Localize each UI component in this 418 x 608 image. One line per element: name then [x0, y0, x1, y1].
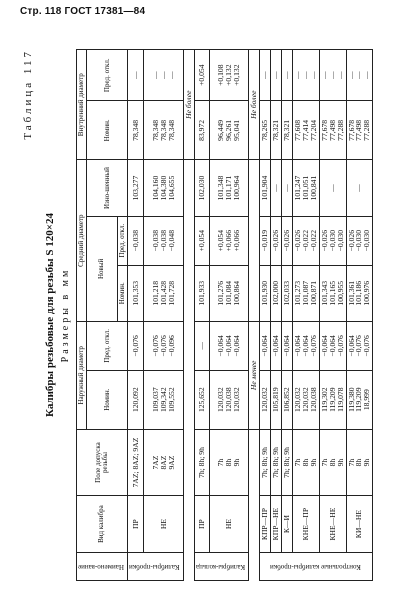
- cell-mid-dev: −0,026 −0,030 −0,030: [319, 216, 346, 265]
- table-row: [194, 50, 210, 581]
- note-row: [183, 50, 194, 581]
- gauge-table: [76, 49, 373, 581]
- cell-outer-nom: 106,852: [281, 370, 292, 429]
- cell-worn: 101,904: [259, 160, 270, 216]
- col-outer-nom: Номин.: [87, 370, 128, 429]
- cell-worn: —: [270, 160, 281, 216]
- cell-outer-dev: −0,064: [259, 321, 270, 370]
- cell-mid-nom: 101,273 101,087 100,871: [292, 265, 319, 321]
- cell-outer-dev: −0,064: [281, 321, 292, 370]
- cell-in-dev: — — —: [319, 50, 346, 101]
- cell-in-dev: — — —: [292, 50, 319, 101]
- col-inner-dev: Пред. откл.: [87, 50, 128, 101]
- cell-outer-nom: 120,032 120,038 120,032: [210, 370, 248, 429]
- cell-outer-dev: −0,064 −0,076 −0,076: [346, 321, 373, 370]
- cell-in-nom: 78,321: [281, 101, 292, 160]
- cell-worn: 102,030: [194, 160, 210, 216]
- cell-in-nom: 78,321: [270, 101, 281, 160]
- table-label: Таблица 117: [22, 49, 34, 140]
- cell-mid-nom: 102,000: [270, 265, 281, 321]
- cell-outer-nom: 119,302 119,209 119,078: [319, 370, 346, 429]
- cell-type: КПР—ПР: [259, 496, 270, 552]
- cell-type: ПР: [128, 496, 144, 552]
- col-name: Наимено-вание: [77, 552, 128, 580]
- cell-worn: —: [346, 160, 373, 216]
- cell-in-nom: 78,348 78,348 78,348: [144, 101, 183, 160]
- cell-outer-nom: 119,380 119,209 18,999: [346, 370, 373, 429]
- table-row: [259, 50, 270, 581]
- table-row: [210, 50, 248, 581]
- cell-outer-dev: −0,064: [270, 321, 281, 370]
- cell-mid-dev: +0,054: [194, 216, 210, 265]
- cell-outer-dev: −0,076: [128, 321, 144, 370]
- rotated-page: [22, 45, 402, 585]
- group-label-control: Контрольные калибры-пробки: [259, 552, 373, 580]
- cell-field: 7h; 8h; 9h: [281, 429, 292, 496]
- col-middle: Средний диаметр: [77, 160, 87, 322]
- cell-outer-nom: 109,037 109,342 109,552: [144, 370, 183, 429]
- note-row: [248, 50, 259, 581]
- cell-field: 7h; 8h; 9h: [270, 429, 281, 496]
- cell-worn: 101,247 101,051 100,841: [292, 160, 319, 216]
- cell-in-dev: +0,054: [194, 50, 210, 101]
- cell-in-dev: —: [128, 50, 144, 101]
- cell-in-nom: 78,265: [259, 101, 270, 160]
- table-title: Калибры резьбовые для резьбы S 120×24: [44, 212, 56, 418]
- cell-field: 7h 8h 9h: [319, 429, 346, 496]
- cell-field: 7h 8h 9h: [292, 429, 319, 496]
- table-row: [292, 50, 319, 581]
- cell-outer-dev: —: [194, 321, 210, 370]
- col-inner-nom: Номин.: [87, 101, 128, 160]
- cell-mid-dev: −0,026: [281, 216, 292, 265]
- cell-mid-nom: 101,218 101,428 101,728: [144, 265, 183, 321]
- cell-in-dev: —: [281, 50, 292, 101]
- cell-in-nom: 77,608 77,414 77,204: [292, 101, 319, 160]
- cell-mid-dev: −0,026 −0,022 −0,022: [292, 216, 319, 265]
- cell-worn: 103,277: [128, 160, 144, 216]
- cell-in-dev: —: [270, 50, 281, 101]
- cell-outer-dev: −0,064 −0,064 −0,076: [292, 321, 319, 370]
- note-more: Не более: [183, 50, 194, 160]
- cell-worn: 104,160 104,380 104,655: [144, 160, 183, 216]
- cell-in-nom: 77,678 77,498 77,288: [346, 101, 373, 160]
- cell-mid-nom: 101,933: [194, 265, 210, 321]
- cell-worn: —: [319, 160, 346, 216]
- cell-in-dev: +0,108 +0,132 +0,132: [210, 50, 248, 101]
- group-label-plugs: Калибры-пробки: [128, 552, 184, 580]
- cell-in-nom: 83,972: [194, 101, 210, 160]
- col-type: Вид калибра: [77, 496, 128, 552]
- cell-field: 7AZ 8AZ 9AZ: [144, 429, 183, 496]
- cell-mid-dev: −0,038 −0,038 −0,048: [144, 216, 183, 265]
- cell-type: НЕ: [210, 496, 248, 552]
- cell-mid-nom: 101,276 101,084 100,864: [210, 265, 248, 321]
- table-subtitle: Размеры в мм: [60, 267, 71, 363]
- table-row: [270, 50, 281, 581]
- cell-type: НЕ: [144, 496, 183, 552]
- cell-field: 7h 8h 9h: [210, 429, 248, 496]
- cell-type: КИ—НЕ: [346, 496, 373, 552]
- cell-mid-dev: −0,026 −0,030 −0,030: [346, 216, 373, 265]
- note-less: Не менее: [248, 321, 259, 429]
- cell-outer-nom: 125,652: [194, 370, 210, 429]
- cell-in-nom: 78,348: [128, 101, 144, 160]
- group-label-rings: Калибры-кольца: [194, 552, 248, 580]
- cell-field: 7h; 8h; 9h: [259, 429, 270, 496]
- table-row: [319, 50, 346, 581]
- cell-type: К—И: [281, 496, 292, 552]
- note-more-2: Не более: [248, 50, 259, 160]
- cell-field: 7h 8h 9h: [346, 429, 373, 496]
- page-header: Стр. 118 ГОСТ 17381—84: [20, 6, 146, 17]
- cell-outer-nom: 120,092: [128, 370, 144, 429]
- cell-mid-dev: −0,026: [270, 216, 281, 265]
- cell-mid-dev: +0,054 +0,066 +0,066: [210, 216, 248, 265]
- col-worn: Изно-шенный: [87, 160, 128, 216]
- cell-worn: —: [281, 160, 292, 216]
- col-outer: Наружный диаметр: [77, 321, 87, 429]
- cell-mid-nom: 101,361 101,186 100,976: [346, 265, 373, 321]
- table-row: [144, 50, 183, 581]
- cell-mid-nom: 101,343 101,165 100,955: [319, 265, 346, 321]
- cell-outer-dev: −0,064 −0,064 −0,064: [210, 321, 248, 370]
- cell-in-dev: — — —: [346, 50, 373, 101]
- cell-in-dev: — — —: [144, 50, 183, 101]
- cell-field: 7AZ; 8AZ; 9AZ: [128, 429, 144, 496]
- cell-in-dev: —: [259, 50, 270, 101]
- table-row: [281, 50, 292, 581]
- cell-field: 7h; 8h; 9h: [194, 429, 210, 496]
- header-row-1: [77, 50, 87, 581]
- cell-type: КПР—НЕ: [270, 496, 281, 552]
- cell-type: КНЕ—ПР: [292, 496, 319, 552]
- cell-mid-dev: −0,019: [259, 216, 270, 265]
- cell-worn: 101,348 101,171 100,964: [210, 160, 248, 216]
- col-new: Новый: [87, 216, 118, 321]
- cell-mid-nom: 101,930: [259, 265, 270, 321]
- col-inner: Внутренний диаметр: [77, 50, 87, 160]
- cell-in-nom: 77,678 77,498 77,288: [319, 101, 346, 160]
- cell-type: КНЕ—НЕ: [319, 496, 346, 552]
- cell-mid-nom: 101,353: [128, 265, 144, 321]
- col-mid-nom: Номин.: [117, 265, 127, 321]
- cell-in-nom: 96,449 96,261 95,041: [210, 101, 248, 160]
- col-outer-dev: Пред. откл.: [87, 321, 128, 370]
- table-row: [128, 50, 144, 581]
- cell-mid-dev: −0,038: [128, 216, 144, 265]
- table-row: [346, 50, 373, 581]
- cell-type: ПР: [194, 496, 210, 552]
- cell-outer-nom: 120,032: [259, 370, 270, 429]
- cell-outer-dev: −0,076 −0,076 −0,096: [144, 321, 183, 370]
- cell-outer-dev: −0,064 −0,064 −0,076: [319, 321, 346, 370]
- cell-mid-nom: 102,033: [281, 265, 292, 321]
- cell-outer-nom: 105,819: [270, 370, 281, 429]
- col-mid-dev: Пред. откл.: [117, 216, 127, 265]
- col-field: Поле допуска резьбы: [77, 429, 128, 496]
- cell-outer-nom: 120,032 120,032 120,038: [292, 370, 319, 429]
- table-body: [128, 50, 373, 581]
